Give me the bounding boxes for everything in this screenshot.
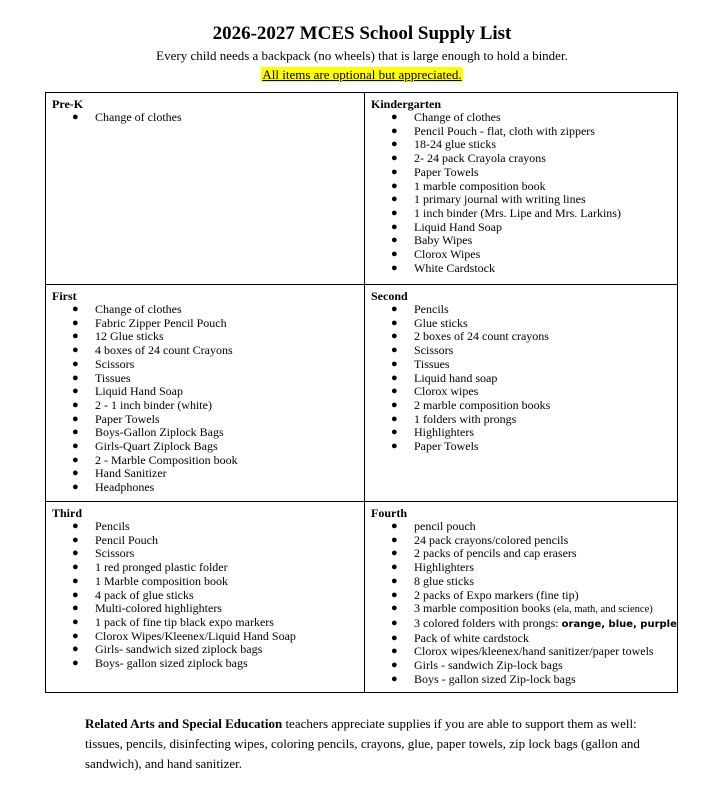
item-list-second [371, 303, 671, 454]
bullet-icon: ● [72, 440, 79, 453]
bullet-icon: ● [72, 111, 79, 123]
bullet-icon: ● [391, 440, 398, 453]
list-item: ● Change of clothes [72, 302, 182, 316]
list-item: ● Tissues [72, 370, 131, 385]
list-item: ● Baby Wipes [391, 233, 473, 248]
bullet-icon: ● [391, 303, 398, 315]
list-item: ● Scissors [72, 356, 135, 371]
bullet-icon: ● [391, 533, 398, 546]
list-item: ● 2 boxes of 24 count crayons [391, 329, 549, 344]
list-item: ● Pencil Pouch [72, 532, 158, 547]
list-item: ● 1 folders with prongs [391, 411, 517, 426]
bullet-icon: ● [72, 412, 79, 425]
bullet-icon: ● [391, 645, 398, 658]
bullet-icon: ● [391, 206, 398, 219]
bullet-icon: ● [391, 165, 398, 178]
bullet-icon: ● [391, 672, 398, 685]
table-row [46, 285, 678, 502]
list-item: ● Fabric Zipper Pencil Pouch [72, 315, 227, 330]
list-item: ● Paper Towels [391, 439, 479, 454]
list-item: ● Paper Towels [391, 164, 479, 179]
page-title: 2026-2027 MCES School Supply List [212, 23, 512, 44]
grade-heading-first: First [52, 289, 77, 303]
list-item: ● 24 pack crayons/colored pencils [391, 532, 569, 547]
bullet-icon: ● [391, 316, 398, 329]
cell-prek [46, 93, 365, 285]
list-item: ● 1 marble composition book [391, 178, 546, 193]
item-list-fourth [371, 519, 677, 686]
list-item: ● Boys-Gallon Ziplock Bags [72, 425, 224, 440]
grade-heading-fourth: Fourth [371, 506, 407, 520]
list-item: ● Liquid hand soap [391, 370, 498, 385]
bullet-icon: ● [391, 344, 398, 357]
list-item: ● 8 glue sticks [391, 573, 474, 588]
bullet-icon: ● [72, 520, 79, 532]
bullet-icon: ● [391, 398, 398, 411]
cell-first [46, 285, 365, 502]
list-item: ● Girls-Quart Ziplock Bags [72, 439, 218, 454]
list-item: ● 1 red pronged plastic folder [72, 560, 228, 575]
item-list-prek [52, 111, 358, 125]
list-item: ● pencil pouch [391, 519, 476, 533]
bullet-icon: ● [72, 453, 79, 466]
list-item: ● 4 pack of glue sticks [72, 587, 194, 602]
grade-heading-prek: Pre-K [52, 97, 84, 111]
cell-second [365, 285, 678, 502]
list-item: ● Girls - sandwich Zip-lock bags [391, 658, 563, 673]
bullet-icon: ● [391, 659, 398, 672]
list-item: ● 1 inch binder (Mrs. Lipe and Mrs. Larkins) [391, 205, 621, 220]
list-item: ● Pencil Pouch - flat, cloth with zippers [391, 123, 595, 138]
bullet-icon: ● [72, 385, 79, 398]
bullet-icon: ● [72, 344, 79, 357]
list-item: ● Pencils [391, 302, 449, 316]
item-list-first [52, 303, 358, 495]
bullet-icon: ● [391, 520, 398, 532]
list-item: ● Girls- sandwich sized ziplock bags [72, 642, 263, 657]
bullet-icon: ● [391, 330, 398, 343]
bullet-icon: ● [391, 385, 398, 398]
optional-note-wrap [0, 66, 724, 83]
list-item: ● Hand Sanitizer [72, 466, 167, 481]
bullet-icon: ● [391, 111, 398, 123]
bullet-icon: ● [391, 547, 398, 560]
bullet-icon: ● [391, 124, 398, 137]
optional-note: All items are optional but appreciated. [262, 67, 462, 82]
bullet-icon: ● [72, 330, 79, 343]
table-row [46, 502, 678, 693]
list-item: ● 18-24 glue sticks [391, 137, 496, 152]
list-item: ● Scissors [391, 343, 454, 358]
cell-kindergarten [365, 93, 678, 285]
list-item: ● Highlighters [391, 425, 474, 440]
bullet-icon: ● [391, 193, 398, 206]
list-item: ● Change of clothes [72, 110, 182, 124]
cell-third [46, 502, 365, 693]
bullet-icon: ● [391, 179, 398, 192]
list-item: ● Pack of white cardstock [391, 630, 529, 645]
list-item: ● Glue sticks [391, 315, 468, 330]
item-list-kindergarten [371, 111, 671, 275]
bullet-icon: ● [72, 602, 79, 615]
list-item: ● Liquid Hand Soap [72, 384, 183, 399]
list-item: ● Multi-colored highlighters [72, 601, 222, 616]
list-item: ● 2 marble composition books [391, 397, 551, 412]
bullet-icon: ● [72, 561, 79, 574]
item-list-third [52, 520, 358, 671]
bullet-icon: ● [391, 574, 398, 587]
bullet-icon: ● [391, 616, 398, 629]
page-subtitle: Every child needs a backpack (no wheels) that is large enough to hold a binder. [156, 48, 568, 63]
subject-detail: (ela, math, and science) [553, 604, 653, 616]
bullet-icon: ● [391, 561, 398, 574]
bullet-icon: ● [72, 426, 79, 439]
bullet-icon: ● [391, 602, 398, 615]
list-item: ● Scissors [72, 546, 135, 561]
bullet-icon: ● [391, 426, 398, 439]
footer-bold-lead: Related Arts and Special Education [85, 716, 283, 731]
bullet-icon: ● [72, 547, 79, 560]
list-item: ● Clorox wipes/kleenex/hand sanitizer/paper towels [391, 644, 654, 659]
bullet-icon: ● [391, 138, 398, 151]
bullet-icon: ● [72, 574, 79, 587]
list-item: ● Pencils [72, 519, 130, 533]
list-item: ● Paper Towels [72, 411, 160, 426]
bullet-icon: ● [391, 588, 398, 601]
bullet-icon: ● [391, 371, 398, 384]
bullet-icon: ● [72, 629, 79, 642]
footer-text: teachers appreciate supplies if you are able to support them as well: tissues, pencils, disinfecting wipes, coloring pencils, crayons, glue, paper towels, zip lock bags (gallon and sandwich), and hand sanitizer. [85, 716, 640, 771]
bullet-icon: ● [391, 152, 398, 165]
list-item: ● Change of clothes [391, 110, 501, 124]
list-item: ● 1 pack of fine tip black expo markers [72, 614, 274, 629]
list-item: ● 2 packs of Expo markers (fine tip) [391, 587, 579, 602]
bullet-icon: ● [72, 303, 79, 315]
list-item: ● 2 - Marble Composition book [72, 452, 238, 467]
list-item: ● 1 Marble composition book [72, 573, 228, 588]
list-item: ● Clorox Wipes/Kleenex/Liquid Hand Soap [72, 628, 296, 643]
bullet-icon: ● [72, 357, 79, 370]
list-item: ● Highlighters [391, 560, 474, 575]
grade-heading-second: Second [371, 289, 408, 303]
list-item: ● 2- 24 pack Crayola crayons [391, 151, 546, 166]
bullet-icon: ● [391, 631, 398, 644]
list-item: ● 2 - 1 inch binder (white) [72, 397, 212, 412]
list-item: ● Boys- gallon sized ziplock bags [72, 656, 248, 671]
list-item: ● Clorox wipes [391, 384, 479, 399]
list-item: ● 12 Glue sticks [72, 329, 164, 344]
list-item: ● Liquid Hand Soap [391, 219, 502, 234]
bullet-icon: ● [72, 371, 79, 384]
bullet-icon: ● [72, 588, 79, 601]
bullet-icon: ● [391, 412, 398, 425]
list-item: ● 4 boxes of 24 count Crayons [72, 343, 233, 358]
list-item: ● 3 marble composition books (ela, math, and science) [391, 601, 653, 616]
list-item: ● Boys - gallon sized Zip-lock bags [391, 671, 576, 686]
cell-fourth [365, 502, 678, 693]
footer-note [85, 714, 665, 774]
bullet-icon: ● [72, 533, 79, 546]
list-item: ● Clorox Wipes [391, 247, 481, 262]
bullet-icon: ● [72, 615, 79, 628]
folder-colors: orange, blue, purple [561, 618, 677, 630]
page-header [0, 22, 724, 83]
bullet-icon: ● [391, 357, 398, 370]
list-item: ● 3 colored folders with prongs: orange, blue, purple [391, 615, 677, 630]
grade-heading-kindergarten: Kindergarten [371, 97, 441, 111]
bullet-icon: ● [72, 467, 79, 480]
list-item: ● Tissues [391, 356, 450, 371]
bullet-icon: ● [391, 234, 398, 247]
bullet-icon: ● [72, 316, 79, 329]
bullet-icon: ● [391, 220, 398, 233]
list-item: ● 2 packs of pencils and cap erasers [391, 546, 577, 561]
bullet-icon: ● [72, 643, 79, 656]
bullet-icon: ● [72, 481, 79, 494]
list-item: ● Headphones [72, 480, 155, 495]
supply-table [45, 92, 678, 693]
bullet-icon: ● [72, 657, 79, 670]
table-row [46, 93, 678, 285]
grade-heading-third: Third [52, 506, 83, 520]
bullet-icon: ● [72, 398, 79, 411]
list-item: ● 1 primary journal with writing lines [391, 192, 586, 207]
bullet-icon: ● [391, 261, 398, 274]
bullet-icon: ● [391, 248, 398, 261]
list-item: ● White Cardstock [391, 260, 495, 275]
